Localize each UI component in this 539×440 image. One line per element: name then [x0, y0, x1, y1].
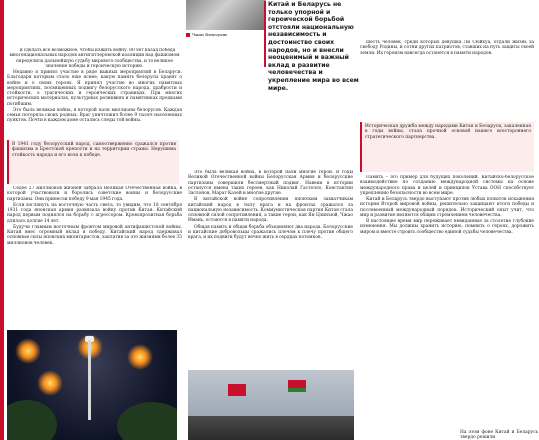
firework-icon	[15, 338, 41, 364]
right-paragraph: В настоящее время мир переживает невиданные за столетие глубокие изменения. Мы должны хранить историю, помнить о героях, дорожить миром и вместе строить сообщество единой судьбы человечества.	[360, 219, 534, 235]
photo-caption	[186, 30, 266, 39]
right-paragraph: Китай и Беларусь твердо выступают против любых попыток искажения истории Второй мировой войны, решительно защищают итоги победы и послевоенный международный порядок. Исторический опыт учит, что мир и развитие являются общим стремлением человечества.	[360, 197, 534, 218]
parade-crowd	[188, 416, 354, 440]
left-article-lower	[7, 186, 182, 328]
left-paragraph: Если взглянуть на восточную часть света, то увидим, что 18 сентября 1931 года японская армия развязала войну против Китая. Китайский народ первым поднялся на борьбу с агрессором. Кровопролитная борьба длилась долгие 14 лет.	[7, 202, 182, 224]
left-paragraph: Седое 27 миллионов жизней забрала Великая Отечественная война, в которой участвовали и боролись советские воины и белорусские партизаны. Они принесли победу 9 мая 1945 года.	[7, 186, 182, 202]
bottom-continuation-text: На этом фоне Китай и Беларусь твердо решили	[460, 430, 538, 440]
left-highlight-box: В 1941 году белорусский народ, самоотверженно сражался против фашизма в Брестской крепости и на территории страны. Нерушима стойкость народа и его воля к победе.	[7, 140, 179, 184]
left-intro-text: и сделать все возможное, чтобы изжить войну. 80 лет назад победа многонациональных народов антигитлеровской коалиции над фашизмом определила дальнейшую судьбу мирового сообщества, и то великое значение победы и героическую историю.	[9, 48, 180, 69]
memorial-obelisk	[88, 340, 91, 420]
fireworks-memorial-photo	[7, 330, 177, 440]
pull-quote	[268, 1, 360, 92]
left-accent-bar	[0, 0, 4, 440]
pull-quote-bar	[264, 1, 266, 67]
flag-parade-photo	[188, 370, 354, 440]
portrait-photo	[186, 0, 266, 30]
middle-paragraph: Это была великая война, в которой пали многие герои. В годы Великой Отечественной войны Белорусская Армия и белорусские партизаны совершили бессмертный подвиг. Навеки в истории останутся имена таких героев, как Николай Гастелло, Константин Заслонов, Марат Казей и многие другие.	[188, 170, 353, 196]
tree-silhouette	[117, 402, 177, 440]
middle-paragraph: В китайской войне сопротивления японским захватчикам китайский народ в тылу врага и на фронтах сражался за национальную независимость. Коммунистическая партия Китая стала основной силой сопротивления, а такие герои, как Ян Цзинъюй, Чжао Имань, остаются в памяти народа.	[188, 197, 353, 224]
left-paragraph: Недавно я принял участие в ряде важных мероприятий в Беларуси. Благодаря которым стало еще яснее, какую память белорусы хранят о войне и о своих героях. Я принял участие во многих памятных мероприятиях, посвященных подвигу белорусского народа, храбрости и стойкости, о трагических и героических страницах. При многих исторических материалах, культурных реликвиях и памятниках предками погибшим.	[7, 70, 182, 107]
left-paragraph: Это была великая война, в которой пали миллионы белорусов. Каждая семья потеряла своих родных. Враг уничтожил более 9 тысяч населенных пунктов. Почти в каждом доме остались следы той войны.	[7, 107, 182, 124]
firework-icon	[127, 344, 153, 370]
right-intro-text: шесть человек, среди которых девушка Ли Сюйхуа, отдали жизнь за свободу Родины, и сотни других патриотов, ставших на путь защиты своей земли. Их героизм навсегда останется в памяти народов.	[360, 40, 534, 56]
left-paragraph: Будучи главным восточным фронтом мировой антифашистской войны, Китай внес огромный вклад в победу. Китайский народ сдерживал основные силы японских милитаристов, заплатив за это жизнями более 35 миллионов человек.	[7, 224, 182, 246]
firework-icon	[37, 370, 63, 396]
middle-paragraph: Общая память и общая борьба объединяют два народа. Белорусские и китайские добровольцы сражались плечом к плечу против общего врага, и их подвиги будут вечно жить в сердцах потомков.	[188, 224, 353, 240]
photo-caption-text: Чжан Вэньчуань	[192, 32, 228, 37]
caption-marker-icon	[186, 33, 190, 37]
pull-quote-text: Китай и Беларусь не только упорной и героической борьбой отстояли национальную независимость и достоинство своих народов, но и внесли неоценимый и важный вклад в развитие человечества и укрепление мира во всем мире.	[268, 1, 359, 92]
right-article-lower	[360, 175, 534, 428]
right-paragraph: Память – это пример для будущих поколений. Китайско-белорусское взаимодействие по созданию международной системы на основе международного права и целей и принципов Устава ООН способствует укреплению безопасности во всем мире.	[360, 175, 534, 196]
right-highlight-box: Историческая дружба между народами Китая и Беларуси, закаленная в годы войны, стала прочной основой нашего всестороннего стратегического партнерства.	[360, 122, 534, 172]
tree-silhouette	[7, 400, 57, 440]
belarus-flag-icon	[288, 380, 306, 392]
china-flag-icon	[228, 384, 246, 396]
